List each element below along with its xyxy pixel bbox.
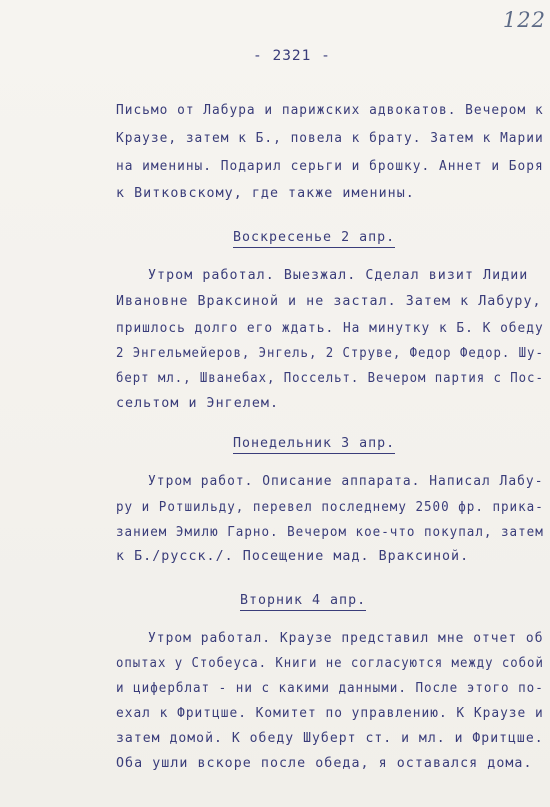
text-line: на именины. Подарил серьги и брошку. Аннет и Боря xyxy=(116,159,544,174)
text-line: Письмо от Лабура и парижских адвокатов. Вечером к xyxy=(116,103,544,118)
text-line: к Б./русск./. Посещение мад. Враксиной. xyxy=(116,549,470,564)
text-line: Утром работал. Выезжал. Сделал визит Лидии xyxy=(148,268,529,283)
text-line: ехал к Фритцше. Комитет по управлению. К Краузе и xyxy=(116,706,544,721)
text-line: Оба ушли вскоре после обеда, я оставался дома. xyxy=(116,756,533,771)
text-line: и циферблат - ни с какими данными. После этого по- xyxy=(116,681,544,696)
text-line: сельтом и Энгелем. xyxy=(116,396,279,411)
text-line: Утром работ. Описание аппарата. Написал Лабу- xyxy=(148,474,544,489)
entry-heading-text: Воскресенье 2 апр. xyxy=(233,230,395,248)
text-line: пришлось долго его ждать. На минутку к Б. К обеду xyxy=(116,321,544,336)
text-line: к Витковскому, где также именины. xyxy=(116,186,415,201)
text-line: 2 Энгельмейеров, Энгель, 2 Струве, Федор Федор. Шу- xyxy=(116,346,544,361)
entry-heading xyxy=(233,230,395,245)
entry-heading xyxy=(233,436,395,451)
text-line: затем домой. К обеду Шуберт ст. и мл. и Фритцше. xyxy=(116,731,544,746)
text-line: Утром работал. Краузе представил мне отчет об xyxy=(148,631,544,646)
text-line: берт мл., Шванебах, Поссельт. Вечером партия с Пос- xyxy=(116,371,544,386)
folio-number: 122 xyxy=(502,8,546,32)
text-line: ру и Ротшильду, перевел последнему 2500 фр. прика- xyxy=(116,500,544,515)
text-line: опытах у Стобеуса. Книги не согласуются между собой xyxy=(116,656,544,671)
text-line: занием Эмилю Гарно. Вечером кое-что покупал, затем xyxy=(116,525,544,540)
entry-heading xyxy=(240,593,366,608)
entry-heading-text: Вторник 4 апр. xyxy=(240,593,366,611)
text-line: Краузе, затем к Б., повела к брату. Затем к Марии xyxy=(116,131,544,146)
entry-heading-text: Понедельник 3 апр. xyxy=(233,436,395,454)
text-line: Ивановне Враксиной и не застал. Затем к Лабуру, xyxy=(116,294,542,309)
page-number: - 2321 - xyxy=(253,48,331,64)
